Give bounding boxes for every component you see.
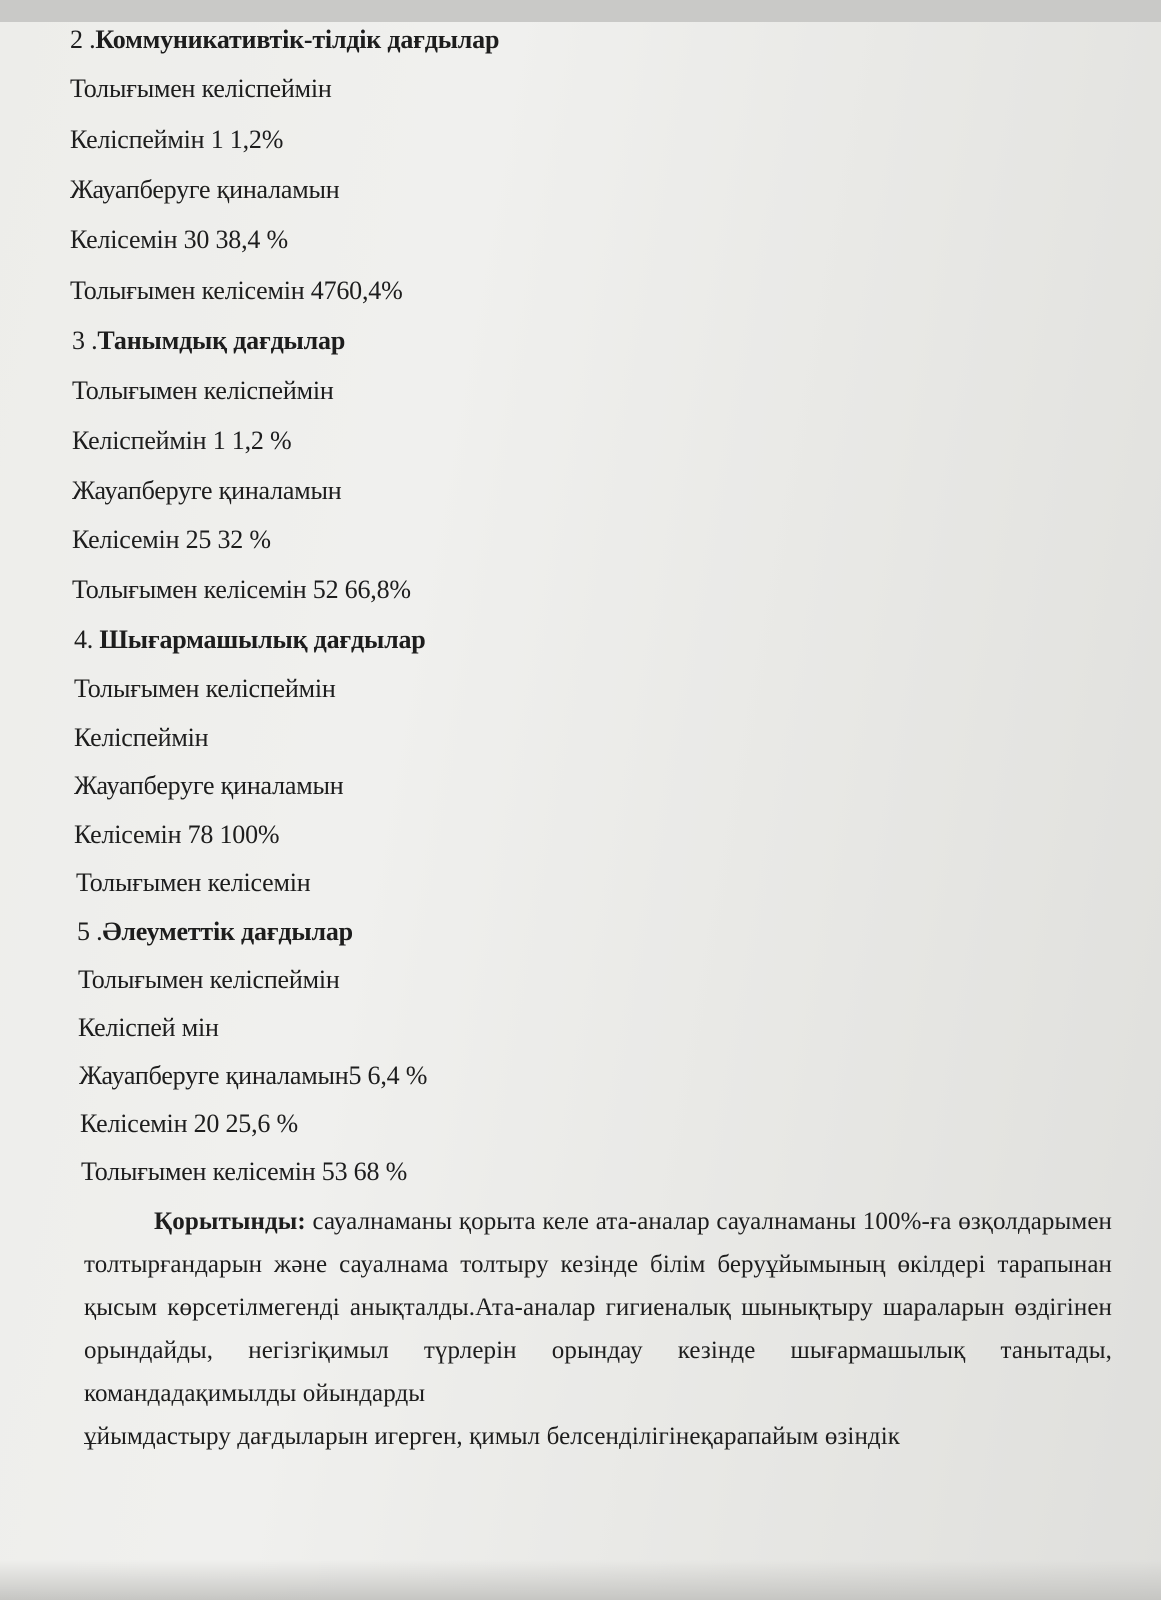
response-line: Жауапберуге қиналамын — [72, 476, 342, 505]
conclusion-text: сауалнаманы қорыта келе ата-аналар сауалнаманы 100%-ға өзқолдарымен толтырғандарын және сауалнама толтыру кезінде білім беруұйымының өкілдері тарапынан қысым көрсетілмегенді анықталды.Ата-аналар гигиеналық шынықтыру шараларын өздігінен орындайды, негізгіқимыл түрлерін орындау кезінде шығармашылық танытады, командадақимылды ойындарды — [84, 1208, 1112, 1407]
section-title: Әлеуметтік дағдылар — [102, 917, 353, 946]
response-line: Толығымен келіспеймін — [70, 74, 332, 103]
section-number: 5 . — [77, 917, 103, 946]
section-number: 3 . — [72, 326, 98, 355]
response-line: Келісемін 25 32 % — [72, 525, 271, 554]
section-heading — [77, 916, 353, 948]
response-line: Келіспеймін 1 1,2% — [70, 125, 284, 154]
response-line: Келісемін 20 25,6 % — [80, 1109, 298, 1138]
response-line: Толығымен келіспеймін — [72, 376, 334, 405]
response-line: Келіспеймін — [74, 723, 209, 752]
response-line: Жауапберуге қиналамын — [70, 175, 340, 204]
response-line: Толығымен келіспеймін — [78, 965, 340, 994]
conclusion-last-line: ұйымдастыру дағдыларын игерген, қимыл белсенділігінеқарапайым өзіндік — [84, 1423, 901, 1450]
response-line: Келіспеймін 1 1,2 % — [72, 426, 292, 455]
section-heading — [70, 24, 499, 56]
screen-top-edge — [0, 0, 1161, 22]
response-line: Толығымен келісемін 52 66,8% — [72, 575, 411, 604]
section-title: Танымдық дағдылар — [97, 326, 346, 355]
response-line: Жауапберуге қиналамын — [74, 771, 344, 800]
response-line: Келісемін 30 38,4 % — [70, 225, 288, 254]
conclusion-paragraph — [84, 1200, 1112, 1458]
response-line: Келісемін 78 100% — [74, 820, 280, 849]
screen-bottom-edge — [0, 1560, 1161, 1600]
response-line: Толығымен келісемін 4760,4% — [70, 276, 403, 305]
section-heading — [74, 624, 426, 656]
response-line: Келіспей мін — [78, 1013, 219, 1042]
section-title: Коммуникативтік-тілдік дағдылар — [95, 25, 500, 54]
response-line: Жауапберуге қиналамын5 6,4 % — [79, 1061, 428, 1090]
response-line: Толығымен келісемін 53 68 % — [81, 1157, 408, 1186]
section-number: 2 . — [70, 25, 96, 54]
response-line: Толығымен келіспеймін — [74, 674, 336, 703]
section-number: 4. — [74, 625, 100, 654]
conclusion-label: Қорытынды: — [154, 1208, 306, 1235]
response-line: Толығымен келісемін — [76, 868, 311, 897]
section-title: Шығармашылық дағдылар — [99, 625, 426, 654]
section-heading — [72, 325, 345, 357]
